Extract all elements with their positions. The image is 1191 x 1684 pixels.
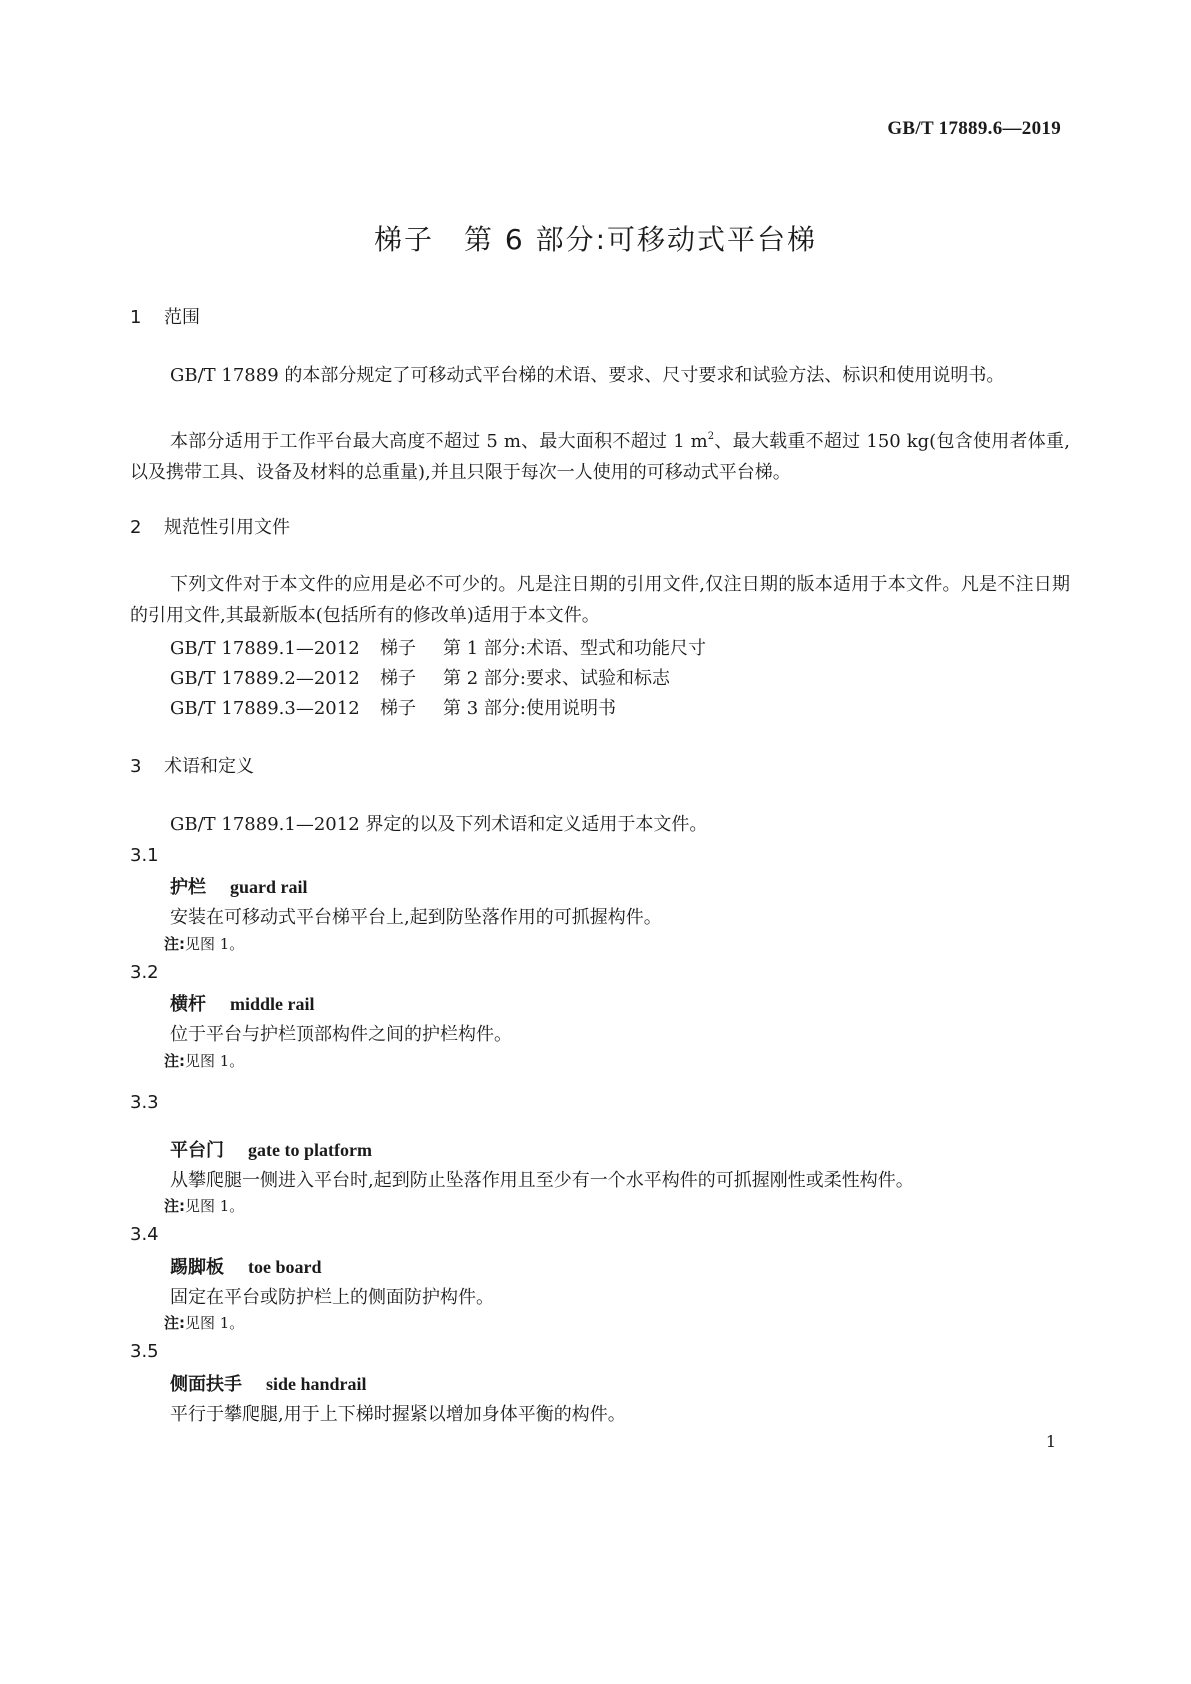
reference-title-main: 梯子: [380, 638, 416, 659]
term-heading: [170, 1253, 322, 1279]
term-definition: 位于平台与护栏顶部构件之间的护栏构件。: [170, 1024, 512, 1045]
term-english: side handrail: [266, 1374, 367, 1394]
term-english: toe board: [248, 1257, 322, 1277]
reference-title-main: 梯子: [380, 698, 416, 719]
note-text: 见图 1。: [185, 1314, 245, 1332]
term-number: 3.5: [130, 1341, 159, 1362]
section-title: 术语和定义: [164, 756, 254, 777]
term-definition: 平行于攀爬腿,用于上下梯时握紧以增加身体平衡的构件。: [170, 1404, 626, 1425]
standard-number: GB/T 17889.6—2019: [887, 118, 1061, 139]
note-text: 见图 1。: [185, 1197, 245, 1215]
term-definition: 从攀爬腿一侧进入平台时,起到防止坠落作用且至少有一个水平构件的可抓握刚性或柔性构件。: [170, 1170, 914, 1191]
term-chinese: 侧面扶手: [170, 1374, 242, 1395]
reference-item: [170, 634, 706, 660]
note-label: 注:: [164, 1052, 185, 1070]
reference-code: GB/T 17889.3—2012: [170, 698, 360, 719]
note-text: 见图 1。: [185, 1052, 245, 1070]
term-chinese: 护栏: [170, 877, 206, 898]
section-heading-1: [130, 303, 200, 329]
term-definition: 安装在可移动式平台梯平台上,起到防坠落作用的可抓握构件。: [170, 907, 662, 928]
section-number: 2: [130, 517, 142, 538]
normative-intro: 下列文件对于本文件的应用是必不可少的。凡是注日期的引用文件,仅注日期的版本适用于本文件。凡是不注日期的引用文件,其最新版本(包括所有的修改单)适用于本文件。: [130, 574, 1070, 626]
term-number: 3.2: [130, 962, 159, 983]
term-definition: 固定在平台或防护栏上的侧面防护构件。: [170, 1287, 494, 1308]
scope-p2-superscript: 2: [707, 431, 715, 442]
section-title: 范围: [164, 307, 200, 328]
section-number: 1: [130, 307, 142, 328]
term-note: [164, 1050, 244, 1071]
scope-paragraph-2: [130, 421, 1070, 488]
term-heading: [170, 1370, 367, 1396]
section-number: 3: [130, 756, 142, 777]
term-heading: [170, 1136, 372, 1162]
scope-paragraph-1: GB/T 17889 的本部分规定了可移动式平台梯的术语、要求、尺寸要求和试验方法、标识和使用说明书。: [170, 365, 1005, 386]
term-note: [164, 1312, 244, 1333]
term-chinese: 平台门: [170, 1140, 224, 1161]
scope-p2-part-a: 本部分适用于工作平台最大高度不超过 5 m、最大面积不超过 1 m: [170, 431, 708, 452]
page-number: 1: [1045, 1432, 1056, 1451]
term-number: 3.1: [130, 845, 159, 866]
reference-title-part: 第 3 部分:使用说明书: [443, 698, 616, 719]
term-english: guard rail: [230, 877, 308, 897]
note-text: 见图 1。: [185, 935, 245, 953]
term-english: gate to platform: [248, 1140, 372, 1160]
scope-p2-part-b: 、最大载重不超过 150 kg(包含使用者体重,以及携带工具、设备及材料的总重量),并且只限于每次一人使用的可移动式平台梯。: [130, 431, 1070, 483]
section-heading-3: [130, 752, 254, 778]
terms-intro: GB/T 17889.1—2012 界定的以及下列术语和定义适用于本文件。: [170, 814, 708, 835]
reference-title-main: 梯子: [380, 668, 416, 689]
document-title: 梯子 第 6 部分:可移动式平台梯: [373, 223, 818, 256]
term-note: [164, 933, 244, 954]
note-label: 注:: [164, 1314, 185, 1332]
note-label: 注:: [164, 1197, 185, 1215]
reference-title-part: 第 2 部分:要求、试验和标志: [443, 668, 670, 689]
term-heading: [170, 873, 308, 899]
term-chinese: 踢脚板: [170, 1257, 224, 1278]
section-title: 规范性引用文件: [164, 517, 290, 538]
section-heading-2: [130, 513, 290, 539]
note-label: 注:: [164, 935, 185, 953]
term-english: middle rail: [230, 994, 315, 1014]
reference-item: [170, 664, 670, 690]
term-number: 3.3: [130, 1092, 159, 1113]
reference-item: [170, 694, 616, 720]
reference-title-part: 第 1 部分:术语、型式和功能尺寸: [443, 638, 706, 659]
term-note: [164, 1195, 244, 1216]
term-heading: [170, 990, 315, 1016]
reference-code: GB/T 17889.1—2012: [170, 638, 360, 659]
term-number: 3.4: [130, 1224, 159, 1245]
term-chinese: 横杆: [170, 994, 206, 1015]
reference-code: GB/T 17889.2—2012: [170, 668, 360, 689]
